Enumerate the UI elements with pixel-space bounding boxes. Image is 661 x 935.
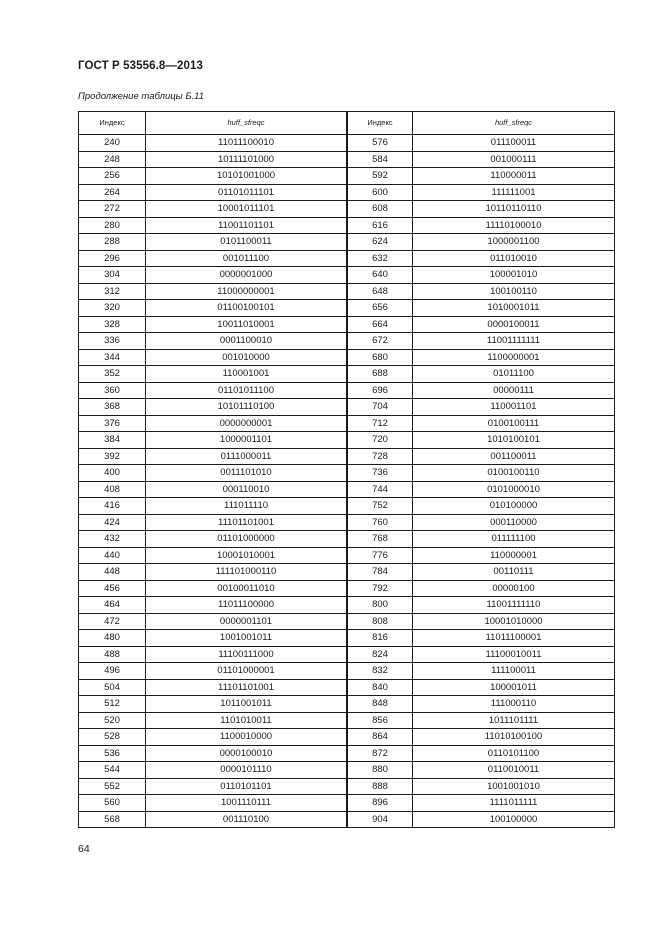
index-cell: 808 [348,613,413,630]
column-header-freq: huff_sfreqc [146,112,347,135]
code-cell: 0101000010 [413,481,615,498]
table-row [348,613,615,630]
index-cell: 704 [348,399,413,416]
index-cell: 672 [348,333,413,350]
code-cell: 0110010011 [413,762,615,779]
index-cell: 880 [348,762,413,779]
index-cell: 304 [79,267,146,284]
index-cell: 768 [348,531,413,548]
code-cell: 0100100110 [413,465,615,482]
table-row [79,745,347,762]
index-cell: 520 [79,712,146,729]
code-cell: 011111100 [413,531,615,548]
code-cell: 1000001101 [146,432,347,449]
code-cell: 110000011 [413,168,615,185]
table-row [348,432,615,449]
index-cell: 680 [348,349,413,366]
index-cell: 280 [79,217,146,234]
index-cell: 736 [348,465,413,482]
code-cell: 11001101101 [146,217,347,234]
index-cell: 248 [79,151,146,168]
code-table-left [78,111,347,828]
index-cell: 544 [79,762,146,779]
table-row [348,597,615,614]
column-header-index: Индекс [348,112,413,135]
table-row [348,283,615,300]
code-cell: 1010100101 [413,432,615,449]
index-cell: 896 [348,795,413,812]
code-cell: 001000111 [413,151,615,168]
code-cell: 0000001000 [146,267,347,284]
code-cell: 11101101001 [146,514,347,531]
table-row [348,762,615,779]
code-cell: 0001100010 [146,333,347,350]
code-cell: 00000111 [413,382,615,399]
table-row [79,613,347,630]
table-row [79,580,347,597]
table-row [348,349,615,366]
table-row [348,498,615,515]
code-cell: 11101101001 [146,679,347,696]
table-caption: Продолжение таблицы Б.11 [78,91,205,102]
index-cell: 560 [79,795,146,812]
table-row [79,366,347,383]
table-row [79,679,347,696]
table-row [79,696,347,713]
code-cell: 10111101000 [146,151,347,168]
table-row [79,465,347,482]
code-cell: 110000001 [413,547,615,564]
index-cell: 552 [79,778,146,795]
table-row [348,267,615,284]
index-cell: 272 [79,201,146,218]
index-cell: 664 [348,316,413,333]
code-cell: 000110010 [146,481,347,498]
code-cell: 111100011 [413,663,615,680]
code-cell: 1001001010 [413,778,615,795]
table-row [79,531,347,548]
code-cell: 111111001 [413,184,615,201]
code-cell: 110001101 [413,399,615,416]
index-cell: 432 [79,531,146,548]
code-cell: 01100100101 [146,300,347,317]
code-cell: 10011010001 [146,316,347,333]
code-cell: 11100010011 [413,646,615,663]
table-row [79,547,347,564]
table-row [348,514,615,531]
table-row [348,646,615,663]
index-cell: 864 [348,729,413,746]
table-row [79,382,347,399]
index-cell: 368 [79,399,146,416]
table-header-row [348,112,615,135]
code-cell: 1011001011 [146,696,347,713]
table-row [79,712,347,729]
code-cell: 10101001000 [146,168,347,185]
code-cell: 01101000001 [146,663,347,680]
table-row [348,547,615,564]
code-cell: 1011101111 [413,712,615,729]
code-cell: 01101011101 [146,184,347,201]
table-row [348,135,615,152]
table-row [79,630,347,647]
index-cell: 888 [348,778,413,795]
table-row [348,300,615,317]
code-cell: 1100010000 [146,729,347,746]
index-cell: 616 [348,217,413,234]
index-cell: 264 [79,184,146,201]
table-row [79,267,347,284]
code-cell: 11000000001 [146,283,347,300]
table-row [348,399,615,416]
index-cell: 352 [79,366,146,383]
index-cell: 592 [348,168,413,185]
code-cell: 11110100010 [413,217,615,234]
index-cell: 360 [79,382,146,399]
table-row [79,184,347,201]
table-row [348,729,615,746]
index-cell: 608 [348,201,413,218]
table-row [79,564,347,581]
column-header-index: Индекс [79,112,146,135]
index-cell: 472 [79,613,146,630]
index-cell: 328 [79,316,146,333]
index-cell: 688 [348,366,413,383]
code-cell: 10101110100 [146,399,347,416]
index-cell: 832 [348,663,413,680]
table-row [348,316,615,333]
table-row [79,811,347,828]
table-row [348,382,615,399]
code-cell: 00110111 [413,564,615,581]
table-row [79,481,347,498]
table-row [348,696,615,713]
code-cell: 0111000011 [146,448,347,465]
code-cell: 0110101101 [146,778,347,795]
index-cell: 840 [348,679,413,696]
table-row [348,778,615,795]
code-cell: 100001011 [413,679,615,696]
code-cell: 11011100001 [413,630,615,647]
index-cell: 600 [348,184,413,201]
index-cell: 904 [348,811,413,828]
index-cell: 792 [348,580,413,597]
table-row [79,415,347,432]
code-cell: 10110110110 [413,201,615,218]
table-row [348,366,615,383]
table-row [348,250,615,267]
index-cell: 512 [79,696,146,713]
index-cell: 504 [79,679,146,696]
code-cell: 11011100010 [146,135,347,152]
index-cell: 696 [348,382,413,399]
index-cell: 584 [348,151,413,168]
index-cell: 712 [348,415,413,432]
code-cell: 01101011100 [146,382,347,399]
table-row [348,811,615,828]
table-row [348,333,615,350]
table-row [79,663,347,680]
index-cell: 624 [348,234,413,251]
table-row [348,184,615,201]
table-row [79,432,347,449]
code-cell: 1100000001 [413,349,615,366]
table-row [79,399,347,416]
index-cell: 408 [79,481,146,498]
index-cell: 760 [348,514,413,531]
table-row [348,679,615,696]
table-row [79,283,347,300]
table-row [348,712,615,729]
index-cell: 392 [79,448,146,465]
table-row [79,795,347,812]
index-cell: 776 [348,547,413,564]
index-cell: 744 [348,481,413,498]
code-cell: 110001001 [146,366,347,383]
index-cell: 752 [348,498,413,515]
table-row [79,333,347,350]
index-cell: 400 [79,465,146,482]
index-cell: 576 [348,135,413,152]
code-cell: 001010000 [146,349,347,366]
table-row [348,630,615,647]
index-cell: 288 [79,234,146,251]
index-cell: 640 [348,267,413,284]
code-cell: 0000100010 [146,745,347,762]
table-row [79,316,347,333]
index-cell: 496 [79,663,146,680]
table-row [348,465,615,482]
code-cell: 001011100 [146,250,347,267]
table-row [348,201,615,218]
table-row [348,531,615,548]
code-cell: 1001001011 [146,630,347,647]
index-cell: 344 [79,349,146,366]
code-cell: 010100000 [413,498,615,515]
code-cell: 01101000000 [146,531,347,548]
index-cell: 440 [79,547,146,564]
index-cell: 784 [348,564,413,581]
code-cell: 00000100 [413,580,615,597]
code-cell: 10001010001 [146,547,347,564]
code-cell: 11001111110 [413,597,615,614]
code-cell: 0000001101 [146,613,347,630]
index-cell: 296 [79,250,146,267]
index-cell: 376 [79,415,146,432]
index-cell: 720 [348,432,413,449]
index-cell: 488 [79,646,146,663]
table-row [348,168,615,185]
table-row [348,580,615,597]
code-cell: 1101010011 [146,712,347,729]
table-row [348,795,615,812]
index-cell: 384 [79,432,146,449]
index-cell: 648 [348,283,413,300]
table-row [79,762,347,779]
document-title: ГОСТ Р 53556.8—2013 [78,60,203,72]
table-row [79,151,347,168]
code-cell: 01011100 [413,366,615,383]
index-cell: 800 [348,597,413,614]
code-cell: 0101100011 [146,234,347,251]
index-cell: 816 [348,630,413,647]
code-cell: 011010010 [413,250,615,267]
code-table-right [347,111,615,828]
code-cell: 111011110 [146,498,347,515]
index-cell: 456 [79,580,146,597]
code-cell: 001110100 [146,811,347,828]
code-cell: 100001010 [413,267,615,284]
code-cell: 0000101110 [146,762,347,779]
code-cell: 001100011 [413,448,615,465]
table-row [79,729,347,746]
code-cell: 11011100000 [146,597,347,614]
code-cell: 11010100100 [413,729,615,746]
code-cell: 011100011 [413,135,615,152]
index-cell: 312 [79,283,146,300]
table-row [79,300,347,317]
code-cell: 0000000001 [146,415,347,432]
index-cell: 448 [79,564,146,581]
table-row [79,646,347,663]
table-row [79,597,347,614]
table-row [348,151,615,168]
table-row [348,234,615,251]
code-cell: 000110000 [413,514,615,531]
code-cell: 10001011101 [146,201,347,218]
column-header-freq: huff_sfreqc [413,112,615,135]
table-body-left [79,135,347,828]
table-row [348,663,615,680]
table-row [79,778,347,795]
table-row [79,514,347,531]
index-cell: 424 [79,514,146,531]
table-row [79,201,347,218]
table-row [79,168,347,185]
table-header-row [79,112,347,135]
table-row [79,234,347,251]
index-cell: 256 [79,168,146,185]
index-cell: 824 [348,646,413,663]
code-cell: 100100110 [413,283,615,300]
code-cell: 10001010000 [413,613,615,630]
table-row [348,448,615,465]
table-row [79,448,347,465]
index-cell: 528 [79,729,146,746]
code-cell: 0100100111 [413,415,615,432]
index-cell: 632 [348,250,413,267]
code-cell: 1000001100 [413,234,615,251]
table-row [79,498,347,515]
table-row [348,481,615,498]
index-cell: 464 [79,597,146,614]
code-cell: 11001111111 [413,333,615,350]
index-cell: 336 [79,333,146,350]
table-body-right [348,135,615,828]
code-cell: 11100111000 [146,646,347,663]
index-cell: 728 [348,448,413,465]
code-cell: 1111011111 [413,795,615,812]
index-cell: 480 [79,630,146,647]
index-cell: 320 [79,300,146,317]
table-row [79,217,347,234]
index-cell: 568 [79,811,146,828]
code-cell: 111000110 [413,696,615,713]
code-cell: 111101000110 [146,564,347,581]
index-cell: 240 [79,135,146,152]
code-cell: 1010001011 [413,300,615,317]
code-cell: 0110101100 [413,745,615,762]
table-row [348,217,615,234]
index-cell: 416 [79,498,146,515]
code-cell: 00100011010 [146,580,347,597]
code-cell: 100100000 [413,811,615,828]
index-cell: 872 [348,745,413,762]
table-row [348,745,615,762]
index-cell: 856 [348,712,413,729]
table-row [79,349,347,366]
table-row [79,250,347,267]
table-row [348,415,615,432]
table-row [348,564,615,581]
index-cell: 848 [348,696,413,713]
page-number: 64 [78,843,90,855]
code-cell: 0011101010 [146,465,347,482]
index-cell: 656 [348,300,413,317]
code-cell: 0000100011 [413,316,615,333]
index-cell: 536 [79,745,146,762]
table-row [79,135,347,152]
code-cell: 1001110111 [146,795,347,812]
